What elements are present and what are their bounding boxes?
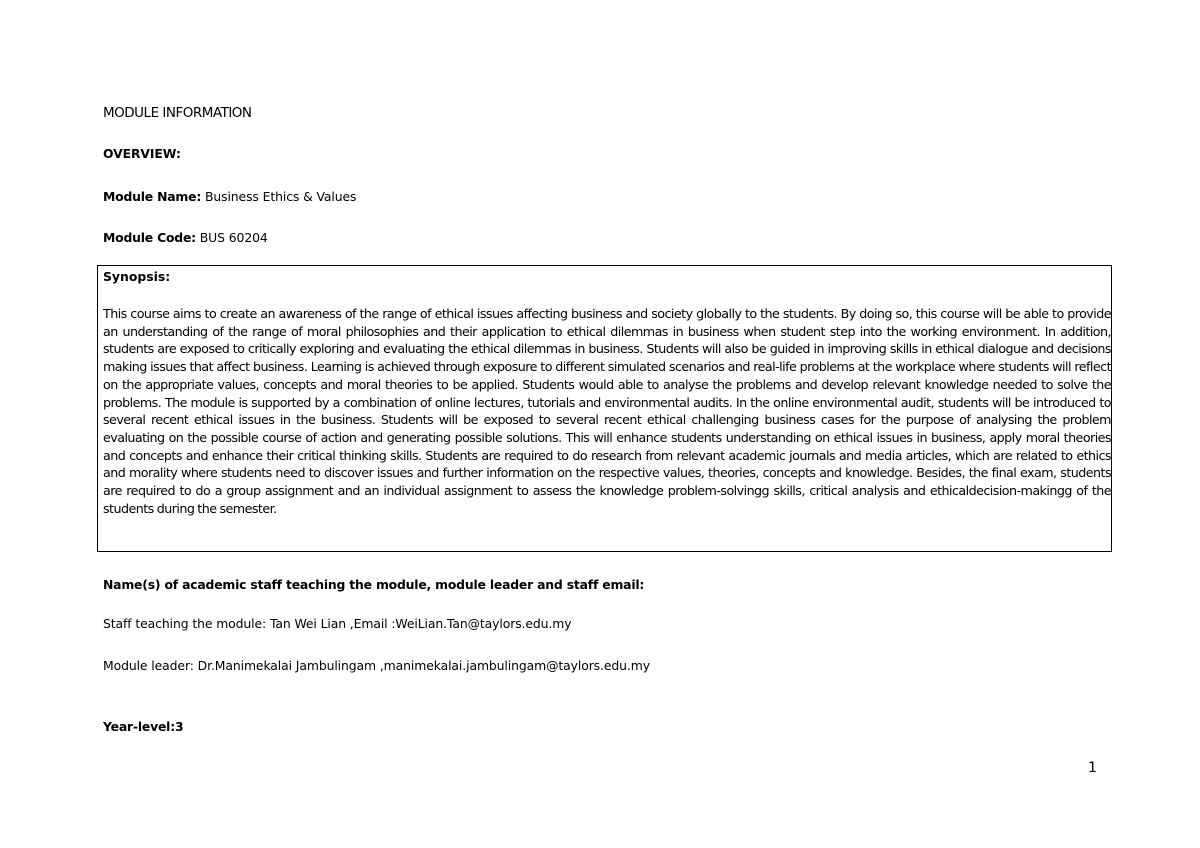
overview-heading: OVERVIEW: — [103, 146, 181, 161]
module-code-value: BUS 60204 — [199, 230, 268, 245]
module-name-label: Module Name: — [103, 189, 202, 204]
module-code-label: Module Code: — [103, 230, 196, 245]
synopsis-box — [97, 265, 1112, 552]
synopsis-label: Synopsis: — [103, 269, 171, 284]
module-leader-line: Module leader: Dr.Manimekalai Jambulingam ,manimekalai.jambulingam@taylors.edu.my — [103, 658, 650, 673]
module-name-line — [103, 189, 356, 205]
synopsis-text: This course aims to create an awareness of the range of ethical issues affecting business and society globally to the students. By doing so, this course will be able to provide an understanding of the range of moral philosophies and their application to ethical dilemmas in business when student step into the working environment. In addition, students are exposed to critically exploring and evaluating the ethical dilemmas in business. Students will also be guided in improving skills in ethical dialogue and decisions making issues that affect business. Learning is achieved through exposure to different simulated scenarios and real-life problems at the workplace where students will reflect on the appropriate values, concepts and moral theories to be applied. Students would able to analyse the problems and develop relevant knowledge needed to solve the problems. The module is supported by a combination of online lectures, tutorials and environmental audits. In the online environmental audit, students will be introduced to several recent ethical issues in the business. Students will be exposed to several recent ethical challenging business cases for the purpose of analysing the problem evaluating on the possible course of action and generating possible solutions. This will enhance students understanding on ethical issues in business, apply moral theories and concepts and enhance their critical thinking skills. Students are required to do research from relevant academic journals and media articles, which are related to ethics and morality where students need to discover issues and further information on the respective values, theories, concepts and knowledge. Besides, the final exam, students are required to do a group assignment and an individual assignment to assess the knowledge problem-solvingg skills, critical analysis and ethicaldecision-makingg of the students during the semester. — [103, 306, 1111, 516]
module-code-line — [103, 230, 268, 246]
module-name-value: Business Ethics & Values — [204, 189, 357, 204]
staff-heading: Name(s) of academic staff teaching the module, module leader and staff email: — [103, 577, 645, 592]
section-title: MODULE INFORMATION — [103, 105, 252, 121]
staff-teaching-line: Staff teaching the module: Tan Wei Lian ,Email :WeiLian.Tan@taylors.edu.my — [103, 616, 572, 631]
year-level: Year-level:3 — [103, 719, 184, 734]
page-number: 1 — [1088, 760, 1097, 776]
